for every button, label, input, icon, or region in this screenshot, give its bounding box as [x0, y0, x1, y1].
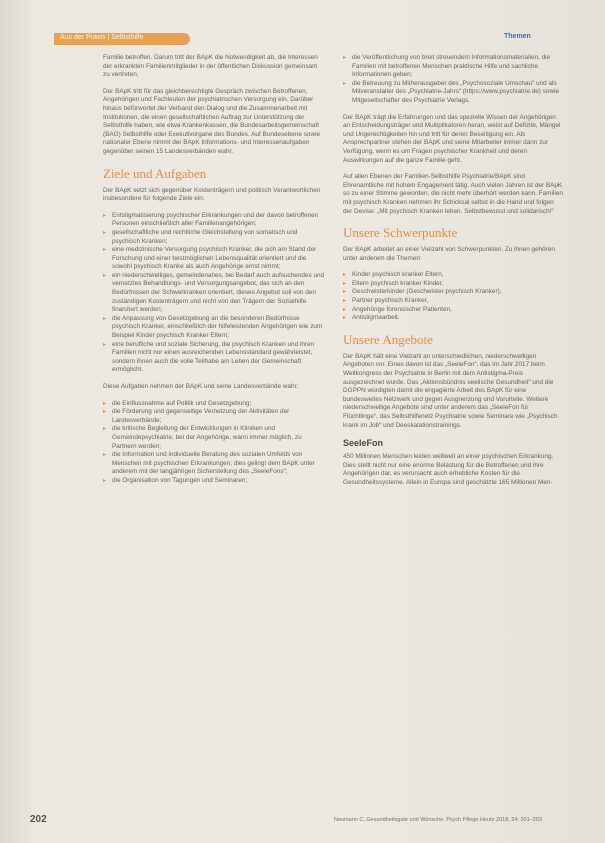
heading-offers: Unsere Angebote — [343, 331, 433, 347]
intro-paragraph-2: Der BApK tritt für das gleichberechtigte Gespräch zwischen Betroffenen, Angehörigen und Fachleuten der psychiatrischen Versorgung ein. Darüber hinaus befürwortet der Verband den Dialog und die Zusammenarbeit mit Institutionen, die einen gesellschaftlichen Auftrag zur Unterstützung der Selbsthilfe haben, wie etwa Krankenkassen, die Bundesarbeitsgemeinschaft (BAG) Selbsthilfe oder Exekutivorgane des Bundes. Auf Bundesebene sowie nationaler Ebene nimmt der BApK Informations- und Interessenaufgaben gegenüber seinen 15 Landesverbänden wahr. — [103, 87, 321, 155]
subheading-seelefon: SeeleFon — [343, 438, 384, 449]
list-item: ▸ Antistigmaarbeit. — [343, 314, 563, 323]
heading-focus: Unsere Schwerpunkte — [343, 225, 458, 241]
tasks-list — [103, 400, 325, 486]
left-column — [103, 54, 325, 494]
goals-intro: Der BApK setzt sich gegenüber Kostenträgern und politisch Verantwortlichen insbesondere für folgende Ziele ein: — [103, 186, 321, 203]
list-item: ▸ gesellschaftliche und rechtliche Gleichstellung von somatisch und psychisch Kranken; — [103, 229, 325, 246]
list-item: ▸ die kritische Begleitung der Entwicklungen in Kliniken und Gemeindepsychiatrie, bei der Angehörige, wann immer möglich, zu Partnern werden; — [103, 425, 325, 451]
offers-paragraph: Der BApK hält eine Vielzahl an unterschiedlichen, niederschwelligen Angeboten vor. Eines davon ist das „SeeleFon“, das im Jahr 2017 beim Weltkongress der Psychiatrie in Berlin mit dem Antistigma-Preis ausgezeichnet wurde. Das „Aktionsbündnis seelische Gesundheit“ und die DGPPN würdigten damit die engagierte Arbeit des BApK für eine bundesweites Netzwerk und gegen Ausgrenzung und Vorurteile. Weitere niederschwellige Angebote sind unter anderem das „SeeleFon für Flüchtlinge“, das Selbsthilfenetz Psychiatrie sowie Seminare wie „Psychisch krank im Job“ und Deeskalationstrainings. — [343, 352, 558, 429]
paragraph-experience: Der BApK trägt die Erfahrungen und das spezielle Wissen der Angehörigen an Entscheidungsträger und Multiplikatoren heran, weist auf Defizite, Mängel und Ungerechtigkeiten hin und tritt für deren Beseitigung ein. Als Ansprechpartner stehen der BApK und seine Mitarbeiter immer dann zur Verfügung, wenn es um Fragen psychischer Krankheit und deren Auswirkungen auf die ganze Familie geht. — [343, 113, 561, 164]
right-column — [343, 54, 563, 496]
tasks-intro: Diese Aufgaben nehmen der BApK und seine Landesverbände wahr: — [103, 383, 299, 390]
citation: Neumann C, Gesundheitsgute und Wünsche. Psych Pflege Heute 2018; 24: 201–203 — [334, 817, 542, 823]
tasks-list-continued — [343, 54, 563, 106]
list-item: ▸ die Organisation von Tagungen und Seminaren; — [103, 477, 325, 486]
list-item: ▸ die Anpassung von Gesetzgebung an die besonderen Bedürfnisse psychisch Kranker, einschließlich der hilfeleistenden Angehörigen wie zum Beispiel Kinder psychisch Kranker Eltern; — [103, 315, 325, 341]
list-item: ▸ die Förderung und gegenseitige Vernetzung der Aktivitäten der Landesverbände; — [103, 408, 325, 425]
list-item: ▸ Partner psychisch Kranker, — [343, 297, 563, 306]
section-header-bar — [54, 33, 190, 45]
paragraph-volunteers: Auf allen Ebenen der Familien-Selbsthilfe Psychiatrie/BApK sind Ehrenamtliche mit hohem Engagement tätig. Auch vielen Jahren ist der BApK so zu einer Stimme geworden, die nicht mehr überhört werden kann. Familien mit psychisch Kranken nehmen ihr Schicksal selbst in die Hand und folgen der Devise: „Mit psychisch Kranken leben. Selbstbewusst und solidarisch!“ — [343, 173, 563, 215]
page-number: 202 — [30, 814, 47, 825]
list-item: ▸ die Einflussnahme auf Politik und Gesetzgebung; — [103, 400, 325, 409]
list-item: ▸ die Betreuung zu Mitherausgeber des „Psychosoziale Umschau“ und als Mitveranstalter des „Psychiatrie-Jahrs“ (https://www.psychiatrie.de) sowie Mitgesellschafter des Psychiatrie Verlags. — [343, 80, 563, 106]
list-item: ▸ Kinder psychisch kranker Eltern, — [343, 271, 563, 280]
topic-tag: Themen — [504, 33, 531, 40]
list-item: ▸ die Veröffentlichung von breit streuendem Informationsmaterialien, die Familien mit betroffenen Menschen praktische Hilfe und sachliche Informationen geben; — [343, 54, 563, 80]
list-item: ▸ ein niederschwelliges, gemeindenahes, bei Bedarf auch aufsuchendes und vernetztes Behandlungs- und Versorgungsangebot, das sich an den Bedürfnissen der Schwerkranken orientiert, dieses Angebot soll von den zuständigen Kostenträgern und nicht von den Trägern der Sozialhilfe finanziert werden; — [103, 272, 325, 315]
seelefon-paragraph: 450 Millionen Menschen leiden weltweit an einer psychischen Erkrankung. Dies stellt nicht nur eine enorme Belastung für die Betroffenen und ihre Angehörigen dar, es verursacht auch erhebliche Kosten für die Gesundheitssysteme. Allein in Europa sind geschätzte 165 Millionen Men- — [343, 453, 554, 486]
heading-goals: Ziele und Aufgaben — [103, 165, 207, 181]
list-item: ▸ Eltern psychisch kranker Kinder, — [343, 280, 563, 289]
list-item: ▸ Geschwisterkinder (Geschwister psychisch Kranker), — [343, 288, 563, 297]
list-item: ▸ eine medizinische Versorgung psychisch Kranker, die sich am Stand der Forschung und einer bestmöglichen Lebensqualität orientiert und die sowohl psychisch Kranke als auch Angehörige ernst nimmt; — [103, 246, 325, 272]
list-item: ▸ Angehörige forensischer Patienten, — [343, 306, 563, 315]
focus-list — [343, 271, 563, 323]
list-item: ▸ eine berufliche und soziale Sicherung, die psychisch Kranken und ihren Familien nicht nur einen ausreichenden Lebensstandard gewährleistet, sondern ihnen auch die volle Teilhabe am Leben der Gemeinschaft ermöglicht. — [103, 341, 325, 375]
list-item: ▸ die Information und individuelle Beratung des sozialen Umfelds von Menschen mit psychischen Erkrankungen; dies gelingt dem BApK unter anderem mit der langjährigen Sicherstellung des „SeeleFons“; — [103, 451, 325, 477]
goals-list — [103, 212, 325, 375]
section-header: Aus der Praxis | Selbsthilfe — [60, 34, 144, 41]
intro-paragraph-1: Familie betroffen. Darum tritt der BApK die Notwendigkeit ab, die Interessen der erkrankten Familienmitglieder in der öffentlichen Diskussion gemeinsam zu vertreten. — [103, 54, 318, 79]
list-item: ▸ Entstigmatisierung psychischer Erkrankungen und der davon betroffenen Personen einschließlich aller Familienangehörigen; — [103, 212, 325, 229]
focus-intro: Der BApK arbeitet an einer Vielzahl von Schwerpunkten. Zu ihnen gehören unter anderem die Themen: — [343, 246, 555, 262]
